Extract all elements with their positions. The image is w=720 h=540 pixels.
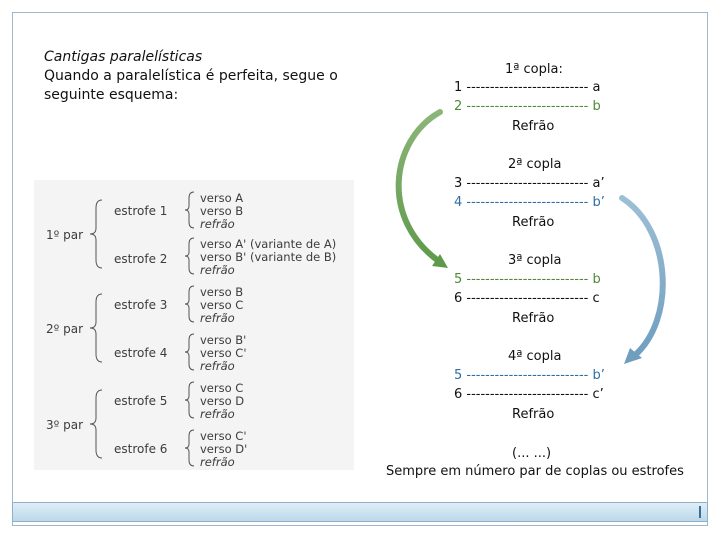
ellipsis: (... ...) <box>512 446 552 461</box>
conclusion: Sempre em número par de coplas ou estrofes <box>386 464 684 479</box>
refrain-label: Refrão <box>512 407 555 422</box>
copla-title: 4ª copla <box>508 349 562 364</box>
intro-title: Cantigas paralelísticas <box>44 49 203 65</box>
refrain-label: Refrão <box>512 119 555 134</box>
pair-label: 2º par <box>46 322 84 336</box>
copla-line: 1 -------------------------- a <box>454 80 601 95</box>
strofe-label: estrofe 6 <box>114 442 168 456</box>
verse-group: verso A verso B refrão <box>200 191 244 231</box>
strofe-label: estrofe 1 <box>114 204 168 218</box>
blue-arrow <box>622 198 663 356</box>
copla-line: 5 -------------------------- b’ <box>454 368 605 383</box>
green-arrow <box>399 112 440 262</box>
copla-line: 2 -------------------------- b <box>454 99 601 114</box>
footer-marker <box>699 506 701 518</box>
refrain-label: Refrão <box>512 311 555 326</box>
copla-line: 5 -------------------------- b <box>454 272 601 287</box>
verse-group: verso A' (variante de A) verso B' (variante de B) refrão <box>200 237 337 277</box>
copla-line: 6 -------------------------- c <box>454 291 600 306</box>
verse-group: verso C verso D refrão <box>200 381 245 421</box>
strofe-label: estrofe 5 <box>114 394 168 408</box>
strofe-label: estrofe 2 <box>114 252 168 266</box>
footer-bar <box>12 502 708 522</box>
copla-line: 3 -------------------------- a’ <box>454 176 605 191</box>
strofe-label: estrofe 3 <box>114 298 168 312</box>
copla-title: 3ª copla <box>508 253 562 268</box>
copla-title: 2ª copla <box>508 157 562 172</box>
refrain-label: Refrão <box>512 215 555 230</box>
verse-group: verso C' verso D' refrão <box>200 429 248 469</box>
copla-line: 4 -------------------------- b’ <box>454 195 605 210</box>
copla-line: 6 -------------------------- c’ <box>454 387 604 402</box>
verse-group: verso B verso C refrão <box>200 285 244 325</box>
intro-body: Quando a paralelística é perfeita, segue o seguinte esquema: <box>44 68 338 103</box>
copla-title: 1ª copla: <box>505 62 563 77</box>
pair-label: 3º par <box>46 418 84 432</box>
pair-label: 1º par <box>46 228 84 242</box>
verse-group: verso B' verso C' refrão <box>200 333 247 373</box>
strofe-label: estrofe 4 <box>114 346 168 360</box>
